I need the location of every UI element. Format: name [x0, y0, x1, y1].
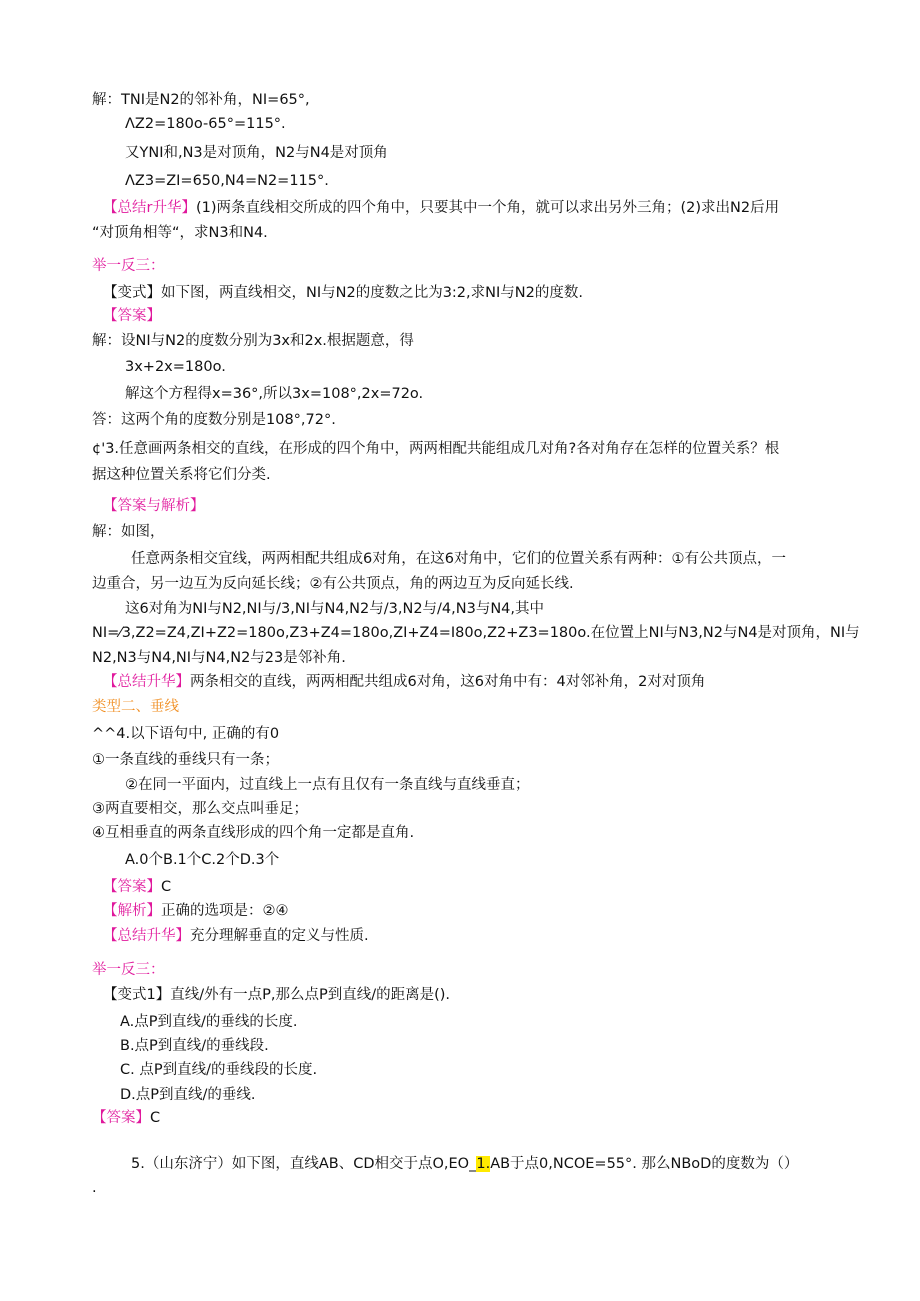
answer-label: 【答案】 [92, 1110, 150, 1126]
option-a: A.点P到直线/的垂线的长度. [120, 1014, 298, 1030]
option-d: D.点P到直线/的垂线. [120, 1087, 256, 1103]
line-22: N2,N3与N4,NI与N4,N2与23是邻补角. [92, 650, 346, 666]
line-17: 解：如图， [92, 524, 165, 540]
summary-label: 【总结r升华】 [103, 200, 196, 216]
answer-line-3 [92, 1108, 160, 1128]
summary-label: 【总结升华】 [103, 928, 190, 944]
summary-line-2 [103, 672, 705, 692]
line-19: 边重合，另一边互为反向延长线；②有公共顶点，角的两边互为反向延长线. [92, 576, 574, 592]
answer-value: C [161, 879, 172, 895]
analysis-text: 正确的选项是：②④ [161, 903, 289, 919]
problem-3-line-2: 据这种位置关系将它们分类. [92, 467, 271, 483]
line-21: NI=⁄3,Z2=Z4,ZI+Z2=180o,Z3+Z4=180o,ZI+Z4=I80o,Z2+Z3=180o.在位置上NI与N3,N2与N4是对顶角，NI与 [92, 625, 860, 641]
summary-line-1 [103, 198, 779, 218]
answer-value: C [150, 1110, 161, 1126]
section-heading-1: 举一反三： [92, 258, 165, 274]
answer-line-2 [103, 877, 171, 897]
section-heading-type-2: 类型二、垂线 [92, 699, 179, 715]
summary-text: (1)两条直线相交所成的四个角中，只要其中一个角，就可以求出另外三角；(2)求出N2后用 [195, 200, 780, 216]
section-heading-2: 举一反三： [92, 962, 165, 978]
line-12: 解这个方程得x=36°,所以3x=108°,2x=72o. [125, 386, 424, 402]
highlighted-text: 1. [476, 1156, 491, 1172]
option-c: C. 点P到直线/的垂线段的长度. [120, 1062, 318, 1078]
answer-label: 【答案】 [103, 879, 161, 895]
option-b: B.点P到直线/的垂线段. [120, 1038, 269, 1054]
problem-5-text-b: AB于点0,NCOE=55°. 那么NBoD的度数为（） [490, 1156, 799, 1172]
line-4: ΛZ3=ZI=650,N4=N2=115°. [125, 173, 329, 189]
summary-text: 两条相交的直线，两两相配共组成6对角，这6对角中有：4对邻补角，2对对顶角 [190, 674, 706, 690]
problem-3-line-1: ¢'3.任意画两条相交的直线，在形成的四个角中，两两相配共能组成几对角?各对角存在怎样的位置关系？根 [92, 441, 780, 457]
problem-5-line [131, 1154, 798, 1174]
summary-text: 充分理解垂直的定义与性质. [190, 928, 369, 944]
analysis-line [103, 901, 289, 921]
statement-4: ④互相垂直的两条直线形成的四个角一定都是直角. [92, 825, 415, 841]
statement-2: ②在同一平面内，过直线上一点有且仅有一条直线与直线垂直； [125, 777, 530, 793]
line-1: 解：TNI是N2的邻补角，NI=65°, [92, 92, 310, 108]
line-3: 又YNI和,N3是对顶角，N2与N4是对顶角 [125, 145, 388, 161]
answer-label-1: 【答案】 [103, 308, 161, 324]
line-20: 这6对角为NI与N2,NI与/3,NI与N4,N2与/3,N2与/4,N3与N4,其中 [125, 601, 545, 617]
line-18: 任意两条相交宜线，两两相配共组成6对角，在这6对角中，它们的位置关系有两种：①有公共顶点，一 [131, 551, 786, 567]
line-11: 3x+2x=180o. [125, 359, 226, 375]
summary-line-3 [103, 926, 369, 946]
line-13: 答：这两个角的度数分别是108°,72°. [92, 412, 336, 428]
line-2: ΛZ2=180o-65°=115°. [125, 116, 286, 132]
statement-3: ③两直要相交，那么交点叫垂足； [92, 801, 308, 817]
variant-1-line: 【变式1】直线/外有一点P,那么点P到直线/的距离是(). [103, 987, 451, 1003]
answer-analysis-label: 【答案与解析】 [103, 498, 205, 514]
line-10: 解：设NI与N2的度数分别为3x和2x.根据题意，得 [92, 333, 414, 349]
line-6: “对顶角相等“，求N3和N4. [92, 225, 268, 241]
statement-1: ①一条直线的垂线只有一条； [92, 752, 279, 768]
problem-4-stem: ^^4.以下语句中, 正确的有0 [92, 726, 280, 742]
problem-5-text-a: 5.（山东济宁）如下图，直线AB、CD相交于点O,EO_ [131, 1156, 477, 1172]
summary-label: 【总结升华】 [103, 674, 190, 690]
variant-line: 【变式】如下图，两直线相交，NI与N2的度数之比为3:2,求NI与N2的度数. [103, 285, 583, 301]
analysis-label: 【解析】 [103, 903, 161, 919]
options-line: A.0个B.1个C.2个D.3个 [125, 852, 280, 868]
trailing-dot: . [92, 1180, 97, 1196]
